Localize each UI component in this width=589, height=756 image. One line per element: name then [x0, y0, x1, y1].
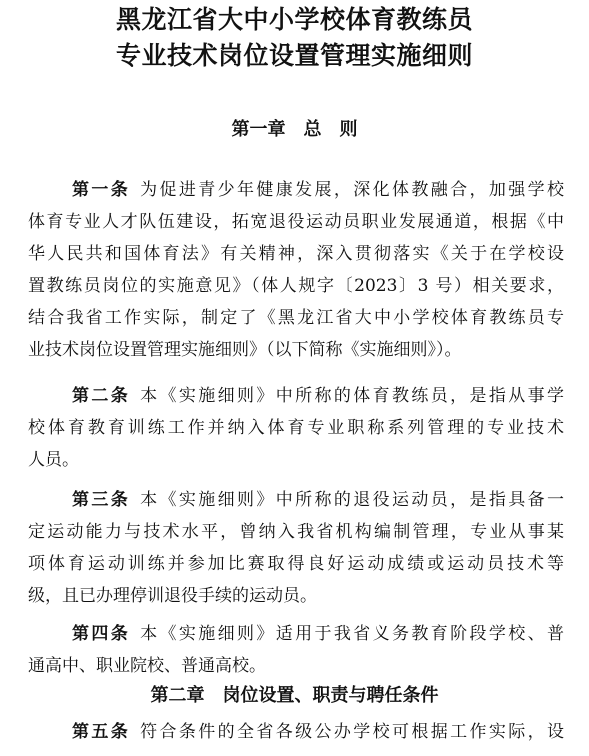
article-line: 校体育教育训练工作并纳入体育专业职称系列管理的专业技术	[28, 418, 564, 438]
document-title-line-2: 专业技术岗位设置管理实施细则	[115, 41, 473, 70]
article-line: 级，且已办理停训退役手续的运动员。	[28, 586, 317, 606]
article-label: 第三条	[72, 490, 131, 510]
article-line	[28, 716, 564, 748]
article-line	[28, 380, 564, 412]
article-label: 第二条	[72, 386, 131, 406]
article-text: 符合条件的全省各级公办学校可根据工作实际，设	[140, 722, 564, 742]
article-text: 本《实施细则》中所称的退役运动员，是指具备一	[140, 490, 564, 510]
article-line: 人员。	[28, 450, 79, 470]
article-paragraph-5	[28, 716, 564, 748]
document-title-line-1: 黑龙江省大中小学校体育教练员	[115, 5, 473, 34]
article-line: 项体育运动训练并参加比赛取得良好运动成绩或运动员技术等	[28, 554, 564, 574]
article-label: 第一条	[72, 180, 131, 200]
chapter-heading-1: 第一章 总 则	[231, 119, 358, 140]
article-line: 通高中、职业院校、普通高校。	[28, 656, 266, 676]
article-line: 结合我省工作实际，制定了《黑龙江省大中小学校体育教练员专	[28, 308, 564, 328]
article-line	[28, 484, 564, 516]
chapter-heading-2: 第二章 岗位设置、职责与聘任条件	[150, 685, 439, 706]
article-line: 定运动能力与技术水平，曾纳入我省机构编制管理，专业从事某	[28, 522, 564, 542]
article-line: 体育专业人才队伍建设，拓宽退役运动员职业发展通道，根据《中	[28, 212, 564, 232]
article-line: 置教练员岗位的实施意见》（体人规字〔2023〕3 号）相关要求，	[28, 276, 564, 296]
article-label: 第四条	[72, 624, 131, 644]
article-text: 本《实施细则》中所称的体育教练员，是指从事学	[140, 386, 564, 406]
article-text: 本《实施细则》适用于我省义务教育阶段学校、普	[140, 624, 564, 644]
article-text: 为促进青少年健康发展，深化体教融合，加强学校	[140, 180, 564, 200]
article-line: 华人民共和国体育法》有关精神，深入贯彻落实《关于在学校设	[28, 244, 564, 264]
article-paragraph-2	[28, 380, 564, 476]
article-paragraph-1	[28, 174, 564, 366]
article-line	[28, 618, 564, 650]
article-paragraph-4	[28, 618, 564, 682]
article-label: 第五条	[72, 722, 131, 742]
article-line	[28, 174, 564, 206]
article-line: 业技术岗位设置管理实施细则》（以下简称《实施细则》）。	[28, 340, 462, 360]
article-paragraph-3	[28, 484, 564, 612]
